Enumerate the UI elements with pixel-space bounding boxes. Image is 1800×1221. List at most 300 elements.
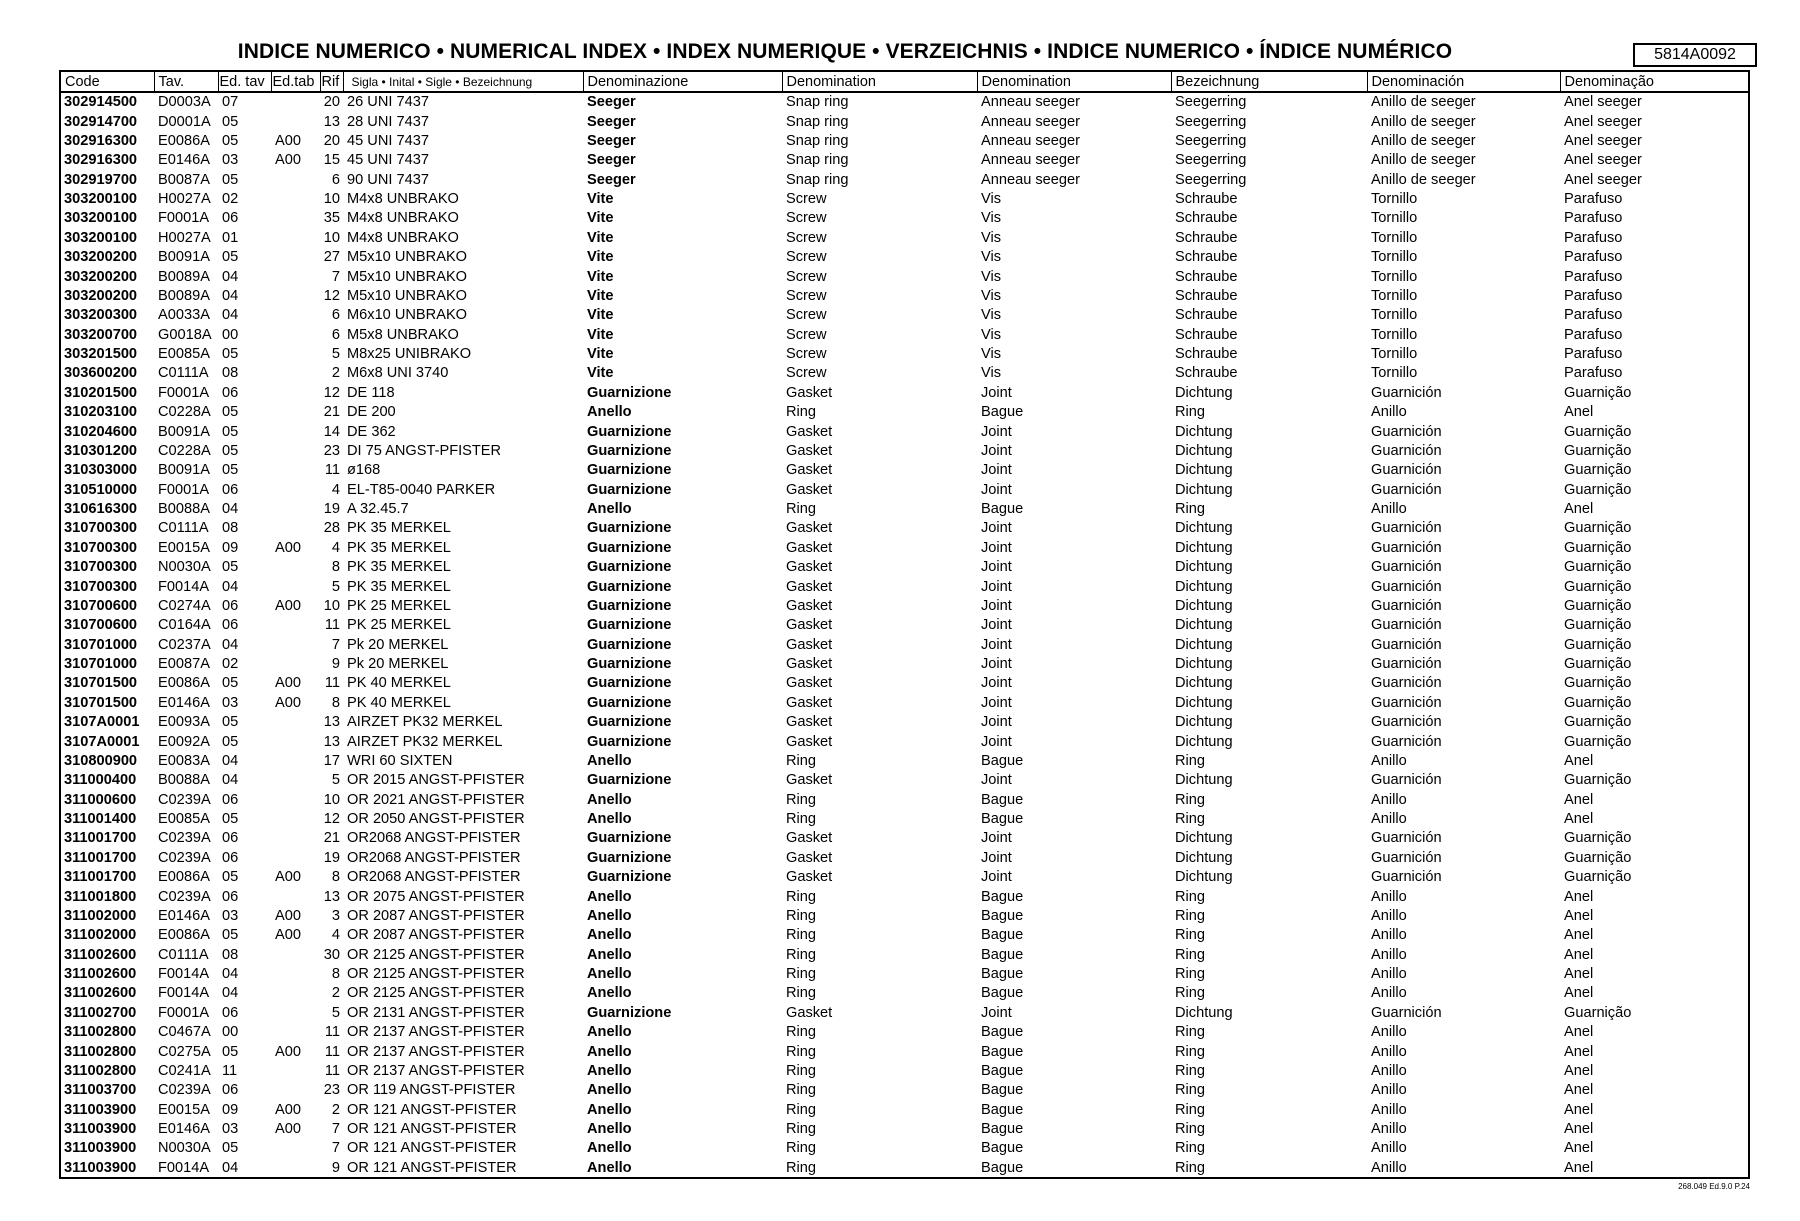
cell-denomination-en: Screw — [786, 268, 827, 285]
cell-denominazione: Guarnizione — [587, 772, 672, 789]
cell-tav: C0239A — [158, 849, 211, 866]
cell-code: 303200100 — [64, 210, 138, 227]
cell-ed-tav: 05 — [222, 675, 239, 692]
cell-ed-tab — [271, 1023, 320, 1042]
cell-denomination-en: Ring — [786, 752, 817, 769]
cell-ed-tab — [271, 965, 320, 984]
cell-denominazione: Seeger — [587, 94, 636, 111]
cell-sigla: OR 2015 ANGST-PFISTER — [347, 772, 525, 789]
cell-denominacion: Guarnición — [1371, 559, 1442, 576]
table-row — [61, 946, 1748, 965]
cell-denominacion: Anillo — [1371, 927, 1407, 944]
cell-denomination-en: Ring — [786, 1140, 817, 1157]
cell-ed-tab — [271, 248, 320, 267]
cell-tav: C0228A — [158, 442, 211, 459]
cell-denominacion: Guarnición — [1371, 714, 1442, 731]
cell-denominacion: Anillo — [1371, 1121, 1407, 1138]
cell-denominazione: Anello — [587, 811, 632, 828]
cell-bezeichnung: Schraube — [1175, 210, 1238, 227]
cell-code: 303200300 — [64, 307, 138, 324]
cell-denomination-en: Screw — [786, 229, 827, 246]
cell-denomination-en: Gasket — [786, 733, 833, 750]
cell-code: 311002800 — [64, 1024, 137, 1041]
cell-denominazione: Anello — [587, 1121, 632, 1138]
cell-bezeichnung: Ring — [1175, 927, 1206, 944]
table-row — [61, 364, 1748, 383]
cell-denominazione: Guarnizione — [587, 481, 672, 498]
cell-code: 302914500 — [64, 94, 138, 111]
cell-code: 310616300 — [64, 501, 138, 518]
table-row — [61, 984, 1748, 1003]
cell-sigla: PK 35 MERKEL — [347, 559, 451, 576]
cell-denomination-en: Gasket — [786, 597, 833, 614]
cell-bezeichnung: Dichtung — [1175, 617, 1233, 634]
cell-ed-tab: A00 — [275, 1121, 301, 1138]
cell-rif: 13 — [323, 888, 340, 905]
cell-denominazione: Vite — [587, 287, 614, 304]
cell-sigla: DE 362 — [347, 423, 396, 440]
cell-denomination-en: Ring — [786, 1043, 817, 1060]
cell-ed-tab — [271, 384, 320, 403]
cell-denominacao: Anel seeger — [1564, 152, 1642, 169]
cell-denominazione: Anello — [587, 1140, 632, 1157]
cell-denominacion: Guarnición — [1371, 539, 1442, 556]
table-row — [61, 616, 1748, 635]
cell-denominazione: Anello — [587, 1062, 632, 1079]
cell-sigla: M6x8 UNI 3740 — [347, 365, 449, 382]
cell-denomination-fr: Bague — [981, 1159, 1024, 1176]
cell-denominazione: Anello — [587, 927, 632, 944]
cell-tav: E0086A — [158, 869, 210, 886]
cell-bezeichnung: Dichtung — [1175, 656, 1233, 673]
cell-tav: E0085A — [158, 811, 210, 828]
cell-ed-tav: 08 — [222, 946, 239, 963]
cell-ed-tab — [271, 481, 320, 500]
document-reference: 5814A0092 — [1633, 43, 1757, 67]
cell-rif: 9 — [331, 656, 340, 673]
cell-ed-tav: 05 — [222, 811, 239, 828]
cell-denomination-en: Snap ring — [786, 132, 849, 149]
cell-sigla: OR 121 ANGST-PFISTER — [347, 1159, 517, 1176]
cell-denominazione: Anello — [587, 907, 632, 924]
cell-ed-tab: A00 — [275, 869, 301, 886]
cell-denominacao: Guarnição — [1564, 714, 1632, 731]
cell-ed-tav: 03 — [222, 694, 239, 711]
cell-bezeichnung: Dichtung — [1175, 578, 1233, 595]
cell-denominacion: Guarnición — [1371, 694, 1442, 711]
cell-rif: 12 — [323, 287, 340, 304]
cell-denominacao: Parafuso — [1564, 191, 1623, 208]
cell-tav: E0086A — [158, 675, 210, 692]
cell-sigla: OR 2125 ANGST-PFISTER — [347, 985, 525, 1002]
cell-ed-tav: 07 — [222, 94, 239, 111]
cell-sigla: 45 UNI 7437 — [347, 152, 429, 169]
cell-sigla: OR 2125 ANGST-PFISTER — [347, 946, 525, 963]
cell-denominacao: Anel — [1564, 404, 1594, 421]
cell-ed-tab — [271, 558, 320, 577]
cell-tav: C0164A — [158, 617, 211, 634]
cell-code: 311000600 — [64, 791, 137, 808]
cell-denominacao: Guarnição — [1564, 481, 1632, 498]
cell-bezeichnung: Ring — [1175, 404, 1206, 421]
cell-ed-tab — [271, 713, 320, 732]
cell-denomination-en: Ring — [786, 791, 817, 808]
cell-denomination-fr: Joint — [981, 597, 1012, 614]
cell-denominazione: Guarnizione — [587, 539, 672, 556]
cell-bezeichnung: Dichtung — [1175, 462, 1233, 479]
cell-denominacao: Anel seeger — [1564, 113, 1642, 130]
cell-tav: E0015A — [158, 539, 210, 556]
cell-ed-tab — [271, 267, 320, 286]
cell-bezeichnung: Dichtung — [1175, 733, 1233, 750]
cell-tav: E0087A — [158, 656, 210, 673]
cell-denomination-en: Ring — [786, 1159, 817, 1176]
cell-denominacion: Tornillo — [1371, 346, 1418, 363]
table-row — [61, 674, 1748, 693]
table-row — [61, 248, 1748, 267]
table-row — [61, 1101, 1748, 1120]
cell-ed-tab — [271, 209, 320, 228]
cell-ed-tab — [271, 791, 320, 810]
cell-tav: D0001A — [158, 113, 211, 130]
cell-sigla: PK 25 MERKEL — [347, 617, 451, 634]
cell-sigla: OR 2050 ANGST-PFISTER — [347, 811, 525, 828]
table-row — [61, 1159, 1748, 1178]
cell-denominacao: Guarnição — [1564, 656, 1632, 673]
cell-sigla: OR2068 ANGST-PFISTER — [347, 849, 521, 866]
cell-denomination-fr: Bague — [981, 888, 1024, 905]
table-row — [61, 229, 1748, 248]
cell-denominazione: Guarnizione — [587, 849, 672, 866]
cell-rif: 7 — [331, 268, 340, 285]
cell-tav: B0091A — [158, 249, 210, 266]
table-row — [61, 500, 1748, 519]
cell-bezeichnung: Dichtung — [1175, 384, 1233, 401]
cell-denomination-en: Ring — [786, 966, 817, 983]
cell-denominazione: Seeger — [587, 171, 636, 188]
cell-ed-tav: 08 — [222, 520, 239, 537]
cell-ed-tav: 09 — [222, 539, 239, 556]
table-row — [61, 92, 1748, 112]
cell-rif: 19 — [323, 501, 340, 518]
table-row — [61, 713, 1748, 732]
cell-denominazione: Anello — [587, 966, 632, 983]
cell-denominazione: Anello — [587, 791, 632, 808]
cell-tav: F0001A — [158, 210, 210, 227]
cell-denominacion: Guarnición — [1371, 384, 1442, 401]
cell-denominazione: Seeger — [587, 113, 636, 130]
table-row — [61, 887, 1748, 906]
cell-ed-tab — [271, 946, 320, 965]
cell-denomination-fr: Bague — [981, 985, 1024, 1002]
cell-tav: C0237A — [158, 636, 211, 653]
cell-ed-tav: 05 — [222, 1140, 239, 1157]
table-row — [61, 112, 1748, 131]
cell-sigla: PK 25 MERKEL — [347, 597, 451, 614]
cell-denomination-fr: Bague — [981, 1121, 1024, 1138]
cell-denominacion: Anillo de seeger — [1371, 94, 1476, 111]
cell-tav: B0087A — [158, 171, 210, 188]
header-ed-tab: Ed.tab — [271, 72, 320, 92]
cell-denomination-fr: Joint — [981, 539, 1012, 556]
cell-ed-tav: 02 — [222, 191, 239, 208]
cell-denominacion: Anillo — [1371, 985, 1407, 1002]
cell-denominazione: Vite — [587, 249, 614, 266]
cell-denominacao: Parafuso — [1564, 346, 1623, 363]
cell-denomination-en: Screw — [786, 365, 827, 382]
cell-denomination-en: Snap ring — [786, 94, 849, 111]
table-row — [61, 306, 1748, 325]
cell-ed-tav: 06 — [222, 481, 239, 498]
cell-tav: F0014A — [158, 966, 210, 983]
cell-denomination-en: Gasket — [786, 869, 833, 886]
cell-denominacao: Anel — [1564, 1043, 1594, 1060]
cell-denominacao: Anel — [1564, 1024, 1594, 1041]
cell-denominazione: Guarnizione — [587, 830, 672, 847]
cell-denomination-en: Ring — [786, 1101, 817, 1118]
cell-denominacion: Guarnición — [1371, 520, 1442, 537]
cell-sigla: M4x8 UNBRAKO — [347, 191, 459, 208]
cell-denominacion: Tornillo — [1371, 326, 1418, 343]
cell-denomination-fr: Joint — [981, 481, 1012, 498]
cell-ed-tav: 06 — [222, 791, 239, 808]
cell-code: 311002600 — [64, 966, 137, 983]
cell-ed-tav: 06 — [222, 1082, 239, 1099]
table-row — [61, 384, 1748, 403]
cell-denominacao: Parafuso — [1564, 210, 1623, 227]
cell-denominacion: Guarnición — [1371, 636, 1442, 653]
cell-code: 302916300 — [64, 152, 138, 169]
cell-sigla: ø168 — [347, 462, 381, 479]
cell-ed-tav: 03 — [222, 1121, 239, 1138]
cell-denominazione: Guarnizione — [587, 617, 672, 634]
cell-code: 302914700 — [64, 113, 138, 130]
cell-denominacion: Guarnición — [1371, 830, 1442, 847]
cell-code: 311000400 — [64, 772, 137, 789]
cell-code: 310700300 — [64, 539, 138, 556]
cell-sigla: OR 2125 ANGST-PFISTER — [347, 966, 525, 983]
cell-denominacion: Guarnición — [1371, 772, 1442, 789]
cell-code: 303600200 — [64, 365, 138, 382]
cell-ed-tab: A00 — [275, 597, 301, 614]
cell-tav: F0014A — [158, 985, 210, 1002]
cell-denominacao: Guarnição — [1564, 423, 1632, 440]
cell-ed-tav: 05 — [222, 869, 239, 886]
cell-denominazione: Vite — [587, 191, 614, 208]
cell-code: 310700300 — [64, 559, 138, 576]
cell-bezeichnung: Schraube — [1175, 287, 1238, 304]
cell-denomination-en: Ring — [786, 501, 817, 518]
cell-denominacion: Anillo — [1371, 404, 1407, 421]
cell-sigla: OR2068 ANGST-PFISTER — [347, 869, 521, 886]
cell-bezeichnung: Ring — [1175, 501, 1206, 518]
cell-bezeichnung: Ring — [1175, 1101, 1206, 1118]
cell-denominacion: Anillo de seeger — [1371, 132, 1476, 149]
cell-code: 3107A0001 — [64, 733, 140, 750]
cell-bezeichnung: Ring — [1175, 907, 1206, 924]
cell-denominacao: Parafuso — [1564, 307, 1623, 324]
cell-denominacion: Anillo — [1371, 907, 1407, 924]
cell-denomination-en: Gasket — [786, 714, 833, 731]
cell-ed-tab — [271, 229, 320, 248]
cell-tav: C0467A — [158, 1024, 211, 1041]
cell-tav: E0092A — [158, 733, 210, 750]
cell-rif: 35 — [323, 210, 340, 227]
cell-denomination-en: Ring — [786, 1082, 817, 1099]
cell-tav: E0085A — [158, 346, 210, 363]
table-row — [61, 791, 1748, 810]
cell-tav: E0146A — [158, 1121, 210, 1138]
cell-tav: E0146A — [158, 907, 210, 924]
header-code: Code — [61, 72, 154, 92]
cell-code: 310303000 — [64, 462, 138, 479]
cell-ed-tab — [271, 364, 320, 383]
cell-rif: 3 — [331, 907, 340, 924]
cell-denomination-fr: Bague — [981, 1062, 1024, 1079]
cell-bezeichnung: Dichtung — [1175, 539, 1233, 556]
cell-ed-tab — [271, 636, 320, 655]
table-row — [61, 539, 1748, 558]
cell-bezeichnung: Dichtung — [1175, 423, 1233, 440]
cell-tav: E0146A — [158, 152, 210, 169]
cell-sigla: PK 35 MERKEL — [347, 578, 451, 595]
cell-denominazione: Vite — [587, 326, 614, 343]
cell-rif: 11 — [324, 617, 340, 634]
cell-rif: 13 — [323, 733, 340, 750]
cell-denominacao: Guarnição — [1564, 520, 1632, 537]
cell-denominacao: Guarnição — [1564, 636, 1632, 653]
cell-denominazione: Guarnizione — [587, 1004, 672, 1021]
table-row — [61, 132, 1748, 151]
cell-denominazione: Guarnizione — [587, 520, 672, 537]
cell-denomination-fr: Bague — [981, 501, 1024, 518]
cell-ed-tab: A00 — [275, 152, 301, 169]
cell-code: 311002700 — [64, 1004, 137, 1021]
cell-ed-tab — [271, 1139, 320, 1158]
table-row — [61, 519, 1748, 538]
cell-ed-tav: 02 — [222, 656, 239, 673]
cell-code: 310701500 — [64, 694, 138, 711]
cell-sigla: Pk 20 MERKEL — [347, 636, 449, 653]
cell-denominacao: Guarnição — [1564, 384, 1632, 401]
cell-denominacao: Anel — [1564, 1101, 1594, 1118]
cell-denomination-fr: Joint — [981, 772, 1012, 789]
cell-denominazione: Guarnizione — [587, 462, 672, 479]
table-row — [61, 403, 1748, 422]
cell-denominacion: Guarnición — [1371, 849, 1442, 866]
cell-denominacion: Tornillo — [1371, 307, 1418, 324]
cell-denomination-en: Gasket — [786, 1004, 833, 1021]
cell-code: 311002000 — [64, 927, 137, 944]
table-row — [61, 171, 1748, 190]
cell-bezeichnung: Dichtung — [1175, 830, 1233, 847]
cell-ed-tab — [271, 403, 320, 422]
cell-denominacao: Guarnição — [1564, 675, 1632, 692]
cell-denomination-en: Ring — [786, 1121, 817, 1138]
cell-denominazione: Guarnizione — [587, 656, 672, 673]
cell-rif: 5 — [331, 578, 340, 595]
table-row — [61, 829, 1748, 848]
cell-denomination-fr: Anneau seeger — [981, 113, 1080, 130]
cell-denominacion: Anillo — [1371, 1101, 1407, 1118]
cell-denomination-fr: Bague — [981, 752, 1024, 769]
table-row — [61, 1042, 1748, 1061]
table-row — [61, 481, 1748, 500]
cell-ed-tav: 09 — [222, 1101, 239, 1118]
cell-denomination-fr: Joint — [981, 423, 1012, 440]
cell-ed-tab — [271, 190, 320, 209]
cell-code: 303200100 — [64, 191, 138, 208]
cell-denominazione: Seeger — [587, 132, 636, 149]
cell-ed-tav: 05 — [222, 927, 239, 944]
cell-bezeichnung: Dichtung — [1175, 772, 1233, 789]
cell-bezeichnung: Schraube — [1175, 249, 1238, 266]
cell-ed-tab — [271, 442, 320, 461]
cell-denominacion: Anillo — [1371, 1062, 1407, 1079]
cell-denominacao: Anel — [1564, 501, 1594, 518]
cell-code: 311002600 — [64, 985, 137, 1002]
cell-denominacao: Parafuso — [1564, 326, 1623, 343]
cell-denomination-en: Gasket — [786, 539, 833, 556]
cell-sigla: PK 35 MERKEL — [347, 520, 451, 537]
cell-denominacion: Anillo — [1371, 791, 1407, 808]
cell-bezeichnung: Dichtung — [1175, 1004, 1233, 1021]
cell-code: 311002000 — [64, 907, 137, 924]
cell-code: 302919700 — [64, 171, 138, 188]
cell-denomination-en: Ring — [786, 907, 817, 924]
cell-sigla: M5x8 UNBRAKO — [347, 326, 459, 343]
cell-denominacion: Anillo — [1371, 501, 1407, 518]
cell-ed-tab — [271, 287, 320, 306]
cell-denomination-en: Ring — [786, 888, 817, 905]
cell-denominacion: Tornillo — [1371, 210, 1418, 227]
cell-bezeichnung: Ring — [1175, 791, 1206, 808]
cell-denominacion: Anillo — [1371, 752, 1407, 769]
cell-ed-tab — [271, 519, 320, 538]
cell-code: 310700600 — [64, 597, 138, 614]
cell-ed-tab — [271, 771, 320, 790]
cell-denominazione: Seeger — [587, 152, 636, 169]
cell-tav: G0018A — [158, 326, 212, 343]
cell-tav: C0228A — [158, 404, 211, 421]
cell-denominacao: Guarnição — [1564, 849, 1632, 866]
cell-ed-tav: 04 — [222, 307, 239, 324]
cell-denominazione: Vite — [587, 210, 614, 227]
cell-denomination-fr: Vis — [981, 249, 1002, 266]
cell-sigla: OR 2087 ANGST-PFISTER — [347, 907, 525, 924]
cell-denomination-fr: Bague — [981, 791, 1024, 808]
cell-sigla: OR 2075 ANGST-PFISTER — [347, 888, 525, 905]
cell-code: 303200200 — [64, 249, 138, 266]
cell-bezeichnung: Seegerring — [1175, 132, 1247, 149]
cell-sigla: M4x8 UNBRAKO — [347, 229, 459, 246]
cell-denomination-fr: Vis — [981, 287, 1002, 304]
cell-sigla: OR 121 ANGST-PFISTER — [347, 1101, 517, 1118]
cell-rif: 5 — [331, 1004, 340, 1021]
cell-rif: 15 — [323, 152, 340, 169]
cell-denomination-fr: Joint — [981, 462, 1012, 479]
cell-sigla: OR 121 ANGST-PFISTER — [347, 1140, 517, 1157]
cell-denomination-en: Screw — [786, 307, 827, 324]
cell-denomination-en: Gasket — [786, 694, 833, 711]
cell-rif: 9 — [331, 1159, 340, 1176]
cell-ed-tav: 05 — [222, 559, 239, 576]
cell-ed-tab — [271, 577, 320, 596]
cell-tav: C0111A — [158, 365, 209, 382]
cell-sigla: OR 2137 ANGST-PFISTER — [347, 1043, 525, 1060]
cell-bezeichnung: Schraube — [1175, 229, 1238, 246]
cell-denomination-en: Ring — [786, 946, 817, 963]
